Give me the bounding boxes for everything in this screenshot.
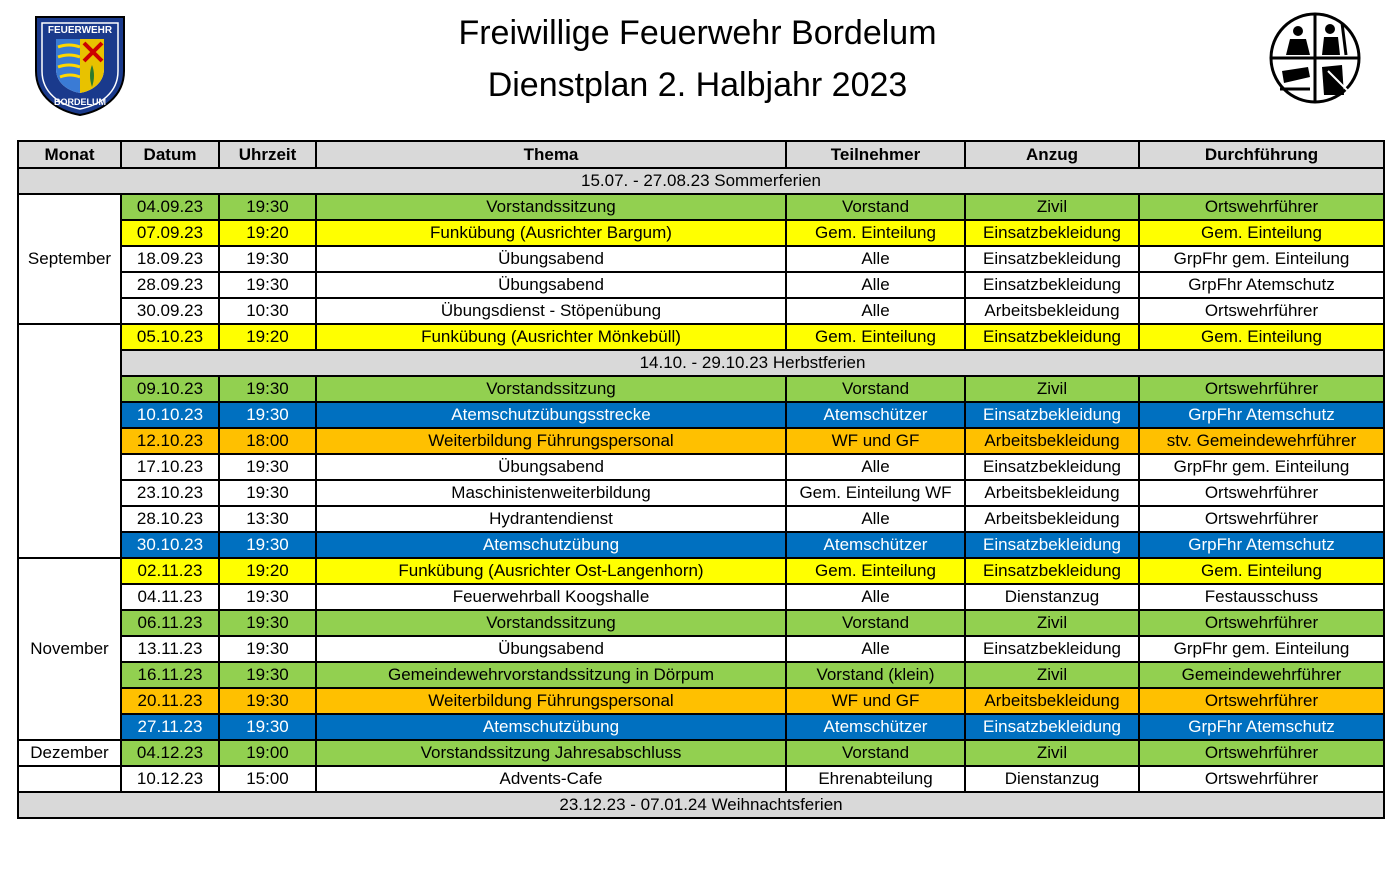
month-cell-september: September <box>18 194 121 324</box>
cell-uhrzeit: 19:30 <box>219 610 316 636</box>
cell-durchfuehrung: Ortswehrführer <box>1139 298 1384 324</box>
cell-thema: Atemschutzübung <box>316 714 786 740</box>
cell-uhrzeit: 19:30 <box>219 714 316 740</box>
cell-uhrzeit: 13:30 <box>219 506 316 532</box>
cell-thema: Advents-Cafe <box>316 766 786 792</box>
cell-uhrzeit: 19:30 <box>219 454 316 480</box>
table-row <box>18 272 1384 298</box>
cell-anzug: Einsatzbekleidung <box>965 246 1139 272</box>
cell-anzug: Arbeitsbekleidung <box>965 688 1139 714</box>
column-header-datum: Datum <box>121 141 219 168</box>
cell-thema: Funkübung (Ausrichter Mönkebüll) <box>316 324 786 350</box>
cell-uhrzeit: 19:30 <box>219 402 316 428</box>
cell-datum: 04.09.23 <box>121 194 219 220</box>
cell-anzug: Einsatzbekleidung <box>965 532 1139 558</box>
cell-teilnehmer: Atemschützer <box>786 714 965 740</box>
column-header-durchfuehrung: Durchführung <box>1139 141 1384 168</box>
table-row <box>18 740 1384 766</box>
cell-durchfuehrung: Ortswehrführer <box>1139 688 1384 714</box>
cell-uhrzeit: 18:00 <box>219 428 316 454</box>
cell-datum: 05.10.23 <box>121 324 219 350</box>
cell-anzug: Zivil <box>965 194 1139 220</box>
cell-durchfuehrung: Ortswehrführer <box>1139 376 1384 402</box>
holiday-row-summer <box>18 168 1384 194</box>
cell-anzug: Arbeitsbekleidung <box>965 480 1139 506</box>
cell-datum: 09.10.23 <box>121 376 219 402</box>
holiday-label: 14.10. - 29.10.23 Herbstferien <box>121 350 1384 376</box>
table-header-row <box>18 141 1384 168</box>
cell-thema: Atemschutzübung <box>316 532 786 558</box>
cell-durchfuehrung: Ortswehrführer <box>1139 194 1384 220</box>
cell-datum: 10.10.23 <box>121 402 219 428</box>
page-title: Freiwillige Feuerwehr Bordelum <box>458 14 937 52</box>
month-cell-october <box>18 324 121 558</box>
cell-thema: Feuerwehrball Koogshalle <box>316 584 786 610</box>
cell-datum: 13.11.23 <box>121 636 219 662</box>
cell-teilnehmer: Gem. Einteilung <box>786 558 965 584</box>
cell-thema: Weiterbildung Führungspersonal <box>316 428 786 454</box>
cell-teilnehmer: Gem. Einteilung WF <box>786 480 965 506</box>
cell-durchfuehrung: Festausschuss <box>1139 584 1384 610</box>
cell-datum: 06.11.23 <box>121 610 219 636</box>
cell-teilnehmer: Alle <box>786 246 965 272</box>
cell-uhrzeit: 19:30 <box>219 246 316 272</box>
cell-thema: Übungsdienst - Stöpenübung <box>316 298 786 324</box>
cell-datum: 28.10.23 <box>121 506 219 532</box>
cell-durchfuehrung: Gem. Einteilung <box>1139 558 1384 584</box>
cell-anzug: Einsatzbekleidung <box>965 558 1139 584</box>
table-row <box>18 662 1384 688</box>
cell-anzug: Dienstanzug <box>965 584 1139 610</box>
cell-teilnehmer: Alle <box>786 298 965 324</box>
cell-thema: Übungsabend <box>316 454 786 480</box>
cell-thema: Gemeindewehrvorstandssitzung in Dörpum <box>316 662 786 688</box>
cell-anzug: Zivil <box>965 740 1139 766</box>
cell-durchfuehrung: GrpFhr Atemschutz <box>1139 532 1384 558</box>
cell-uhrzeit: 19:30 <box>219 272 316 298</box>
cell-anzug: Einsatzbekleidung <box>965 454 1139 480</box>
cell-anzug: Einsatzbekleidung <box>965 324 1139 350</box>
cell-uhrzeit: 19:30 <box>219 532 316 558</box>
cell-anzug: Arbeitsbekleidung <box>965 428 1139 454</box>
cell-datum: 18.09.23 <box>121 246 219 272</box>
cell-uhrzeit: 19:00 <box>219 740 316 766</box>
cell-teilnehmer: Alle <box>786 506 965 532</box>
month-cell-empty <box>18 766 121 792</box>
table-row <box>18 428 1384 454</box>
cell-anzug: Einsatzbekleidung <box>965 220 1139 246</box>
cell-durchfuehrung: GrpFhr Atemschutz <box>1139 714 1384 740</box>
cell-anzug: Zivil <box>965 662 1139 688</box>
cell-thema: Übungsabend <box>316 636 786 662</box>
cell-teilnehmer: Vorstand <box>786 610 965 636</box>
cell-teilnehmer: Vorstand <box>786 194 965 220</box>
cell-thema: Vorstandssitzung <box>316 610 786 636</box>
cell-durchfuehrung: Ortswehrführer <box>1139 610 1384 636</box>
cell-thema: Funkübung (Ausrichter Bargum) <box>316 220 786 246</box>
cell-teilnehmer: Gem. Einteilung <box>786 324 965 350</box>
cell-anzug: Zivil <box>965 610 1139 636</box>
month-cell-november: November <box>18 558 121 740</box>
cell-teilnehmer: Alle <box>786 584 965 610</box>
cell-teilnehmer: Alle <box>786 454 965 480</box>
cell-durchfuehrung: GrpFhr gem. Einteilung <box>1139 454 1384 480</box>
table-row <box>18 298 1384 324</box>
cell-datum: 16.11.23 <box>121 662 219 688</box>
cell-thema: Vorstandssitzung <box>316 376 786 402</box>
cell-datum: 28.09.23 <box>121 272 219 298</box>
holiday-label: 23.12.23 - 07.01.24 Weihnachtsferien <box>18 792 1384 818</box>
cell-thema: Übungsabend <box>316 272 786 298</box>
cell-anzug: Arbeitsbekleidung <box>965 298 1139 324</box>
cell-uhrzeit: 19:20 <box>219 324 316 350</box>
table-row <box>18 454 1384 480</box>
column-header-uhrzeit: Uhrzeit <box>219 141 316 168</box>
holiday-row-autumn <box>18 350 1384 376</box>
cell-datum: 10.12.23 <box>121 766 219 792</box>
cell-datum: 17.10.23 <box>121 454 219 480</box>
cell-anzug: Einsatzbekleidung <box>965 714 1139 740</box>
cell-datum: 20.11.23 <box>121 688 219 714</box>
column-header-thema: Thema <box>316 141 786 168</box>
table-row <box>18 532 1384 558</box>
cell-teilnehmer: Vorstand (klein) <box>786 662 965 688</box>
holiday-row-winter <box>18 792 1384 818</box>
cell-teilnehmer: Vorstand <box>786 740 965 766</box>
cell-teilnehmer: Alle <box>786 636 965 662</box>
column-header-teilnehmer: Teilnehmer <box>786 141 965 168</box>
cell-durchfuehrung: Gem. Einteilung <box>1139 220 1384 246</box>
cell-teilnehmer: Alle <box>786 272 965 298</box>
table-row <box>18 194 1384 220</box>
cell-teilnehmer: Gem. Einteilung <box>786 220 965 246</box>
table-row <box>18 402 1384 428</box>
table-row <box>18 688 1384 714</box>
cell-uhrzeit: 19:20 <box>219 220 316 246</box>
cell-anzug: Einsatzbekleidung <box>965 272 1139 298</box>
cell-anzug: Einsatzbekleidung <box>965 402 1139 428</box>
cell-uhrzeit: 19:30 <box>219 584 316 610</box>
cell-datum: 30.10.23 <box>121 532 219 558</box>
cell-thema: Funkübung (Ausrichter Ost-Langenhorn) <box>316 558 786 584</box>
cell-durchfuehrung: Ortswehrführer <box>1139 766 1384 792</box>
cell-teilnehmer: Ehrenabteilung <box>786 766 965 792</box>
svg-text:FEUERWEHR: FEUERWEHR <box>47 25 113 36</box>
cell-durchfuehrung: GrpFhr Atemschutz <box>1139 272 1384 298</box>
column-header-monat: Monat <box>18 141 121 168</box>
cell-uhrzeit: 19:30 <box>219 636 316 662</box>
month-cell-december: Dezember <box>18 740 121 766</box>
page-subtitle: Dienstplan 2. Halbjahr 2023 <box>487 66 908 104</box>
cell-datum: 04.12.23 <box>121 740 219 766</box>
table-row <box>18 636 1384 662</box>
cell-datum: 30.09.23 <box>121 298 219 324</box>
column-header-anzug: Anzug <box>965 141 1139 168</box>
cell-datum: 02.11.23 <box>121 558 219 584</box>
cell-teilnehmer: WF und GF <box>786 428 965 454</box>
svg-text:BORDELUM: BORDELUM <box>54 97 106 107</box>
table-row <box>18 506 1384 532</box>
cell-anzug: Zivil <box>965 376 1139 402</box>
cell-anzug: Arbeitsbekleidung <box>965 506 1139 532</box>
cell-teilnehmer: Vorstand <box>786 376 965 402</box>
cell-durchfuehrung: stv. Gemeindewehrführer <box>1139 428 1384 454</box>
cell-anzug: Dienstanzug <box>965 766 1139 792</box>
cell-thema: Übungsabend <box>316 246 786 272</box>
cell-thema: Maschinistenweiterbildung <box>316 480 786 506</box>
cell-uhrzeit: 19:30 <box>219 688 316 714</box>
cell-teilnehmer: Atemschützer <box>786 532 965 558</box>
cell-durchfuehrung: GrpFhr gem. Einteilung <box>1139 246 1384 272</box>
cell-uhrzeit: 19:30 <box>219 480 316 506</box>
cell-thema: Hydrantendienst <box>316 506 786 532</box>
cell-thema: Vorstandssitzung <box>316 194 786 220</box>
cell-uhrzeit: 19:20 <box>219 558 316 584</box>
table-row <box>18 220 1384 246</box>
cell-datum: 04.11.23 <box>121 584 219 610</box>
table-row <box>18 246 1384 272</box>
cell-uhrzeit: 19:30 <box>219 376 316 402</box>
cell-thema: Atemschutzübungsstrecke <box>316 402 786 428</box>
cell-datum: 12.10.23 <box>121 428 219 454</box>
table-row <box>18 558 1384 584</box>
table-row <box>18 610 1384 636</box>
cell-durchfuehrung: Gemeindewehrführer <box>1139 662 1384 688</box>
cell-uhrzeit: 15:00 <box>219 766 316 792</box>
table-row <box>18 584 1384 610</box>
cell-uhrzeit: 10:30 <box>219 298 316 324</box>
table-row <box>18 714 1384 740</box>
cell-durchfuehrung: Ortswehrführer <box>1139 506 1384 532</box>
cell-durchfuehrung: Ortswehrführer <box>1139 740 1384 766</box>
cell-durchfuehrung: Gem. Einteilung <box>1139 324 1384 350</box>
cell-durchfuehrung: GrpFhr Atemschutz <box>1139 402 1384 428</box>
cell-thema: Weiterbildung Führungspersonal <box>316 688 786 714</box>
cell-anzug: Einsatzbekleidung <box>965 636 1139 662</box>
cell-teilnehmer: Atemschützer <box>786 402 965 428</box>
cell-teilnehmer: WF und GF <box>786 688 965 714</box>
cell-datum: 07.09.23 <box>121 220 219 246</box>
table-row <box>18 766 1384 792</box>
table-row <box>18 324 1384 350</box>
table-row <box>18 480 1384 506</box>
cell-durchfuehrung: Ortswehrführer <box>1139 480 1384 506</box>
holiday-label: 15.07. - 27.08.23 Sommerferien <box>18 168 1384 194</box>
cell-durchfuehrung: GrpFhr gem. Einteilung <box>1139 636 1384 662</box>
cell-uhrzeit: 19:30 <box>219 194 316 220</box>
cell-datum: 27.11.23 <box>121 714 219 740</box>
cell-uhrzeit: 19:30 <box>219 662 316 688</box>
cell-datum: 23.10.23 <box>121 480 219 506</box>
firefighter-emblem-logo <box>1268 11 1362 105</box>
table-row <box>18 376 1384 402</box>
dienstplan-table <box>17 140 1385 819</box>
cell-thema: Vorstandssitzung Jahresabschluss <box>316 740 786 766</box>
